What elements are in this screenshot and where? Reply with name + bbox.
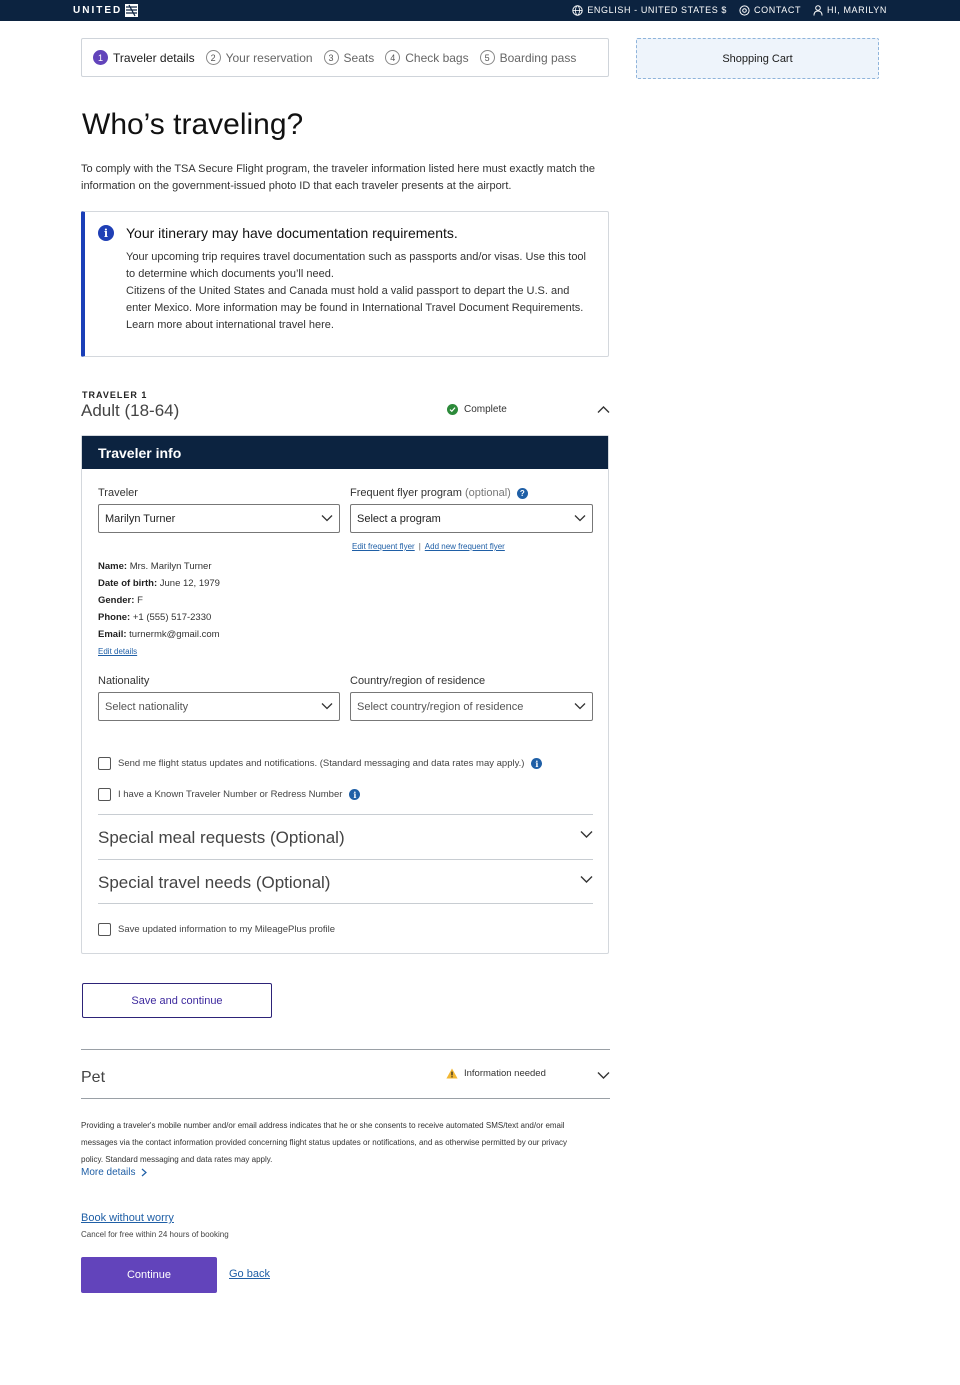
step-label: Traveler details <box>113 50 195 65</box>
ff-optional-text: (optional) <box>464 487 511 499</box>
step-label: Check bags <box>405 50 469 65</box>
traveler-status <box>447 404 507 415</box>
save-profile-checkbox-label[interactable]: Save updated information to my MileagePlus profile <box>118 924 336 935</box>
residence-label: Country/region of residence <box>350 675 486 687</box>
step-number: 5 <box>480 50 495 65</box>
accordion-title: Special meal requests (Optional) <box>98 828 345 847</box>
notifications-checkbox-row <box>98 757 542 770</box>
info-icon: i <box>98 225 114 241</box>
traveler-select[interactable] <box>98 504 340 533</box>
link-separator: | <box>418 542 421 551</box>
detail-dob <box>98 575 220 592</box>
detail-label: Name: <box>98 561 128 572</box>
alert-body <box>126 249 596 334</box>
detail-value: turnermk@gmail.com <box>129 629 220 640</box>
chevron-down-icon <box>321 702 333 710</box>
more-details-link[interactable] <box>81 1167 147 1178</box>
chevron-down-icon <box>574 514 586 522</box>
detail-value: June 12, 1979 <box>159 578 220 589</box>
pet-accordion[interactable] <box>81 1049 610 1099</box>
warning-icon <box>446 1068 458 1079</box>
united-logo[interactable] <box>73 4 138 17</box>
notifications-checkbox[interactable] <box>98 757 111 770</box>
step-boarding-pass[interactable] <box>480 50 577 65</box>
edit-frequent-flyer-link[interactable]: Edit frequent flyer <box>352 542 415 551</box>
save-profile-checkbox[interactable] <box>98 923 111 936</box>
detail-email <box>98 626 220 643</box>
pet-title: Pet <box>81 1069 106 1086</box>
at-sign-icon <box>739 5 750 16</box>
nationality-placeholder: Select nationality <box>105 701 189 713</box>
step-label: Your reservation <box>225 50 313 65</box>
chevron-down-icon <box>574 702 586 710</box>
traveler-type: Adult (18-64) <box>81 401 180 420</box>
detail-value: F <box>137 595 143 606</box>
consent-text: Providing a traveler's mobile number and/or email address indicates that he or she consents to receive automated SMS/text and/or email messages via the contact information provided concerning flight status updates or notifications, and as otherwise permitted by our privacy policy. Standard messaging and data rates may apply. <box>81 1121 568 1164</box>
chevron-down-icon <box>580 830 593 839</box>
edit-details-link[interactable]: Edit details <box>98 647 138 656</box>
step-number: 2 <box>206 50 221 65</box>
greeting-label: HI, MARILYN <box>827 5 887 15</box>
progress-stepper <box>81 38 609 77</box>
step-number: 1 <box>93 50 108 65</box>
continue-button[interactable]: Continue <box>81 1257 217 1293</box>
detail-label: Date of birth: <box>98 578 158 589</box>
ktn-checkbox-row <box>98 788 360 801</box>
step-label: Boarding pass <box>499 50 577 65</box>
help-question-icon[interactable]: ? <box>517 488 528 499</box>
detail-gender <box>98 592 220 609</box>
step-check-bags[interactable] <box>385 50 468 65</box>
step-seats[interactable] <box>324 50 375 65</box>
ff-program-label <box>350 487 528 499</box>
nationality-label: Nationality <box>98 675 150 687</box>
traveler-select-value: Marilyn Turner <box>105 513 176 525</box>
language-label: ENGLISH - UNITED STATES $ <box>587 5 728 15</box>
detail-label: Gender: <box>98 595 135 606</box>
panel-heading: Traveler info <box>82 436 608 469</box>
detail-value: Mrs. Marilyn Turner <box>129 561 212 572</box>
ff-program-placeholder: Select a program <box>357 513 441 525</box>
more-details-label: More details <box>81 1167 136 1178</box>
residence-select[interactable] <box>350 692 593 721</box>
traveler-details <box>98 558 220 660</box>
detail-value: +1 (555) 517-2330 <box>132 612 212 623</box>
alert-line-3[interactable]: Learn more about international travel here. <box>126 319 334 331</box>
info-icon[interactable]: i <box>531 758 542 769</box>
pet-status <box>446 1068 546 1079</box>
ff-links <box>352 542 505 551</box>
special-meal-accordion[interactable] <box>98 814 593 859</box>
logo-text: UNITED <box>73 5 123 16</box>
pet-status-label: Information needed <box>464 1068 546 1079</box>
nationality-select[interactable] <box>98 692 340 721</box>
account-menu[interactable] <box>813 3 887 18</box>
alert-line-1: Your upcoming trip requires travel documentation such as passports and/or visas. Use this tool to determine which documents you’ll need. <box>126 251 586 280</box>
detail-label: Phone: <box>98 612 131 623</box>
globe-logo-icon <box>125 4 138 17</box>
step-traveler-details[interactable] <box>93 50 195 65</box>
contact-link[interactable] <box>739 3 801 18</box>
traveler-info-panel <box>81 435 609 954</box>
ff-label-text: Frequent flyer program <box>350 487 462 499</box>
detail-name <box>98 558 220 575</box>
globe-icon <box>572 5 583 16</box>
alert-title: Your itinerary may have documentation requirements. <box>126 225 458 241</box>
status-label: Complete <box>464 404 507 415</box>
traveler-number-label: TRAVELER 1 <box>82 390 148 400</box>
ktn-checkbox-label[interactable]: I have a Known Traveler Number or Redress Number <box>118 789 343 800</box>
tsa-intro-text: To comply with the TSA Secure Flight program, the traveler information listed here must exactly match the information on the government-issued photo ID that each traveler presents at the airport. <box>81 163 595 192</box>
info-icon[interactable]: i <box>349 789 360 800</box>
save-and-continue-button[interactable]: Save and continue <box>82 983 272 1018</box>
collapse-chevron-up-icon[interactable] <box>597 405 610 414</box>
go-back-link[interactable]: Go back <box>229 1268 270 1280</box>
add-frequent-flyer-link[interactable]: Add new frequent flyer <box>424 542 505 551</box>
language-selector[interactable] <box>572 3 727 18</box>
ktn-checkbox[interactable] <box>98 788 111 801</box>
book-without-worry-link[interactable]: Book without worry <box>81 1212 174 1224</box>
shopping-cart-button[interactable]: Shopping Cart <box>636 38 879 79</box>
check-circle-icon <box>447 404 458 415</box>
save-profile-checkbox-row <box>98 923 335 936</box>
detail-label: Email: <box>98 629 127 640</box>
residence-placeholder: Select country/region of residence <box>357 701 524 713</box>
chevron-down-icon <box>321 514 333 522</box>
documentation-alert <box>81 211 609 357</box>
step-number: 3 <box>324 50 339 65</box>
user-icon <box>813 5 823 16</box>
chevron-right-icon <box>141 1168 147 1177</box>
book-without-worry-subtitle: Cancel for free within 24 hours of booking <box>81 1230 229 1239</box>
notifications-checkbox-label[interactable]: Send me flight status updates and notifications. (Standard messaging and data rates may apply.) <box>118 758 525 769</box>
step-number: 4 <box>385 50 400 65</box>
chevron-down-icon <box>597 1071 610 1080</box>
step-label: Seats <box>343 50 375 65</box>
traveler-field-label: Traveler <box>98 487 138 499</box>
top-bar <box>0 0 960 21</box>
chevron-down-icon <box>580 875 593 884</box>
step-your-reservation[interactable] <box>206 50 313 65</box>
accordion-title: Special travel needs (Optional) <box>98 873 331 892</box>
contact-label: CONTACT <box>754 5 802 15</box>
ff-program-select[interactable] <box>350 504 593 533</box>
special-needs-accordion[interactable] <box>98 859 593 904</box>
page-title: Who’s traveling? <box>82 108 304 141</box>
alert-line-2: Citizens of the United States and Canada must hold a valid passport to depart the U.S. and enter Mexico. More information may be found in International Travel Document Requirements. <box>126 285 584 314</box>
detail-phone <box>98 609 220 626</box>
